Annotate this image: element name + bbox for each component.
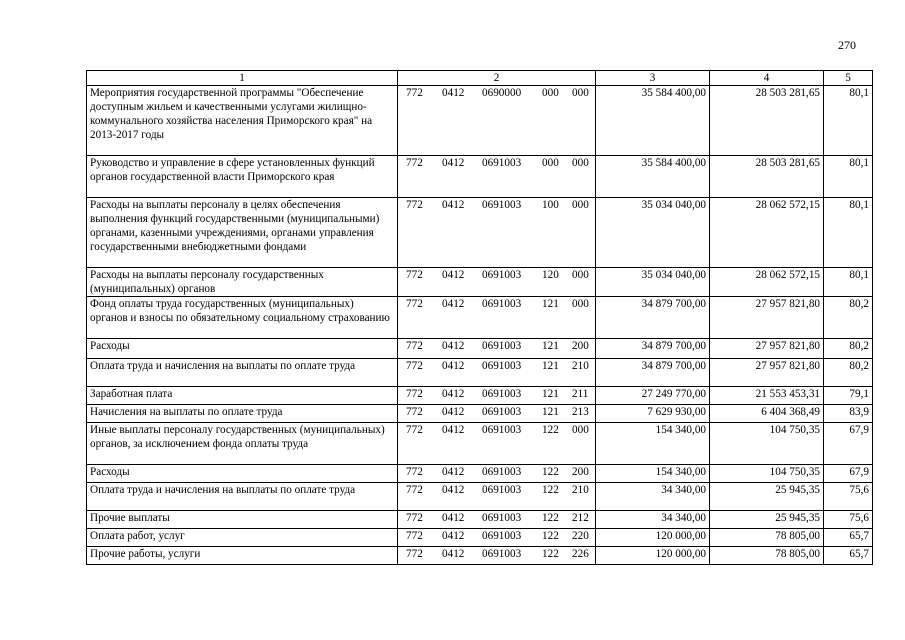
code-type: 122 xyxy=(542,424,559,436)
code-kosgu: 000 xyxy=(572,87,589,99)
code-section: 0412 xyxy=(442,360,465,372)
row-name: Руководство и управление в сфере установленных функций органов государственной власти Приморского края xyxy=(87,156,398,198)
table-row xyxy=(87,387,873,405)
code-section: 0412 xyxy=(442,388,465,400)
code-type: 121 xyxy=(542,298,559,310)
header-col-4: 4 xyxy=(710,71,824,86)
row-codes xyxy=(398,297,596,339)
row-name: Прочие выплаты xyxy=(87,511,398,529)
code-type: 000 xyxy=(542,87,559,99)
row-actual-amount: 28 062 572,15 xyxy=(710,198,824,268)
code-section: 0412 xyxy=(442,530,465,542)
row-actual-amount: 27 957 821,80 xyxy=(710,339,824,359)
row-name: Расходы на выплаты персоналу в целях обеспечения выполнения функций государственными (муниципальными) органами, казенными учреждениями, органами управления государственными внебюджетными фондами xyxy=(87,198,398,268)
code-kosgu: 213 xyxy=(572,406,589,418)
table-row xyxy=(87,156,873,198)
code-ministry: 772 xyxy=(406,424,423,436)
code-type: 120 xyxy=(542,269,559,281)
table-row xyxy=(87,297,873,339)
code-kosgu: 211 xyxy=(572,388,589,400)
code-section: 0412 xyxy=(442,199,465,211)
code-kosgu: 000 xyxy=(572,269,589,281)
row-name: Расходы xyxy=(87,339,398,359)
code-section: 0412 xyxy=(442,424,465,436)
code-ministry: 772 xyxy=(406,388,423,400)
row-plan-amount: 7 629 930,00 xyxy=(596,405,710,423)
code-target: 0691003 xyxy=(482,157,522,169)
table-row xyxy=(87,198,873,268)
code-ministry: 772 xyxy=(406,466,423,478)
code-section: 0412 xyxy=(442,298,465,310)
row-plan-amount: 120 000,00 xyxy=(596,547,710,565)
row-actual-amount: 78 805,00 xyxy=(710,529,824,547)
code-ministry: 772 xyxy=(406,512,423,524)
row-plan-amount: 35 584 400,00 xyxy=(596,156,710,198)
code-target: 0691003 xyxy=(482,406,522,418)
row-percent: 67,9 xyxy=(824,423,873,465)
code-type: 121 xyxy=(542,340,559,352)
code-section: 0412 xyxy=(442,340,465,352)
row-codes xyxy=(398,465,596,483)
row-plan-amount: 154 340,00 xyxy=(596,465,710,483)
code-kosgu: 200 xyxy=(572,466,589,478)
row-plan-amount: 34 879 700,00 xyxy=(596,359,710,387)
row-codes xyxy=(398,547,596,565)
code-type: 122 xyxy=(542,530,559,542)
row-name: Прочие работы, услуги xyxy=(87,547,398,565)
code-target: 0691003 xyxy=(482,484,522,496)
code-target: 0690000 xyxy=(482,87,522,99)
code-section: 0412 xyxy=(442,269,465,281)
header-col-1: 1 xyxy=(87,71,398,86)
table-row xyxy=(87,511,873,529)
row-percent: 83,9 xyxy=(824,405,873,423)
header-col-3: 3 xyxy=(596,71,710,86)
row-codes xyxy=(398,529,596,547)
row-plan-amount: 34 340,00 xyxy=(596,511,710,529)
code-ministry: 772 xyxy=(406,548,423,560)
row-name: Начисления на выплаты по оплате труда xyxy=(87,405,398,423)
code-kosgu: 220 xyxy=(572,530,589,542)
code-section: 0412 xyxy=(442,87,465,99)
table-row xyxy=(87,465,873,483)
code-target: 0691003 xyxy=(482,340,522,352)
row-actual-amount: 78 805,00 xyxy=(710,547,824,565)
row-plan-amount: 34 879 700,00 xyxy=(596,339,710,359)
code-target: 0691003 xyxy=(482,360,522,372)
code-kosgu: 212 xyxy=(572,512,589,524)
header-col-2: 2 xyxy=(398,71,596,86)
row-name: Фонд оплаты труда государственных (муниципальных) органов и взносы по обязательному социальному страхованию xyxy=(87,297,398,339)
table-row xyxy=(87,405,873,423)
row-codes xyxy=(398,268,596,297)
row-percent: 79,1 xyxy=(824,387,873,405)
code-ministry: 772 xyxy=(406,340,423,352)
code-section: 0412 xyxy=(442,484,465,496)
row-percent: 67,9 xyxy=(824,465,873,483)
code-kosgu: 000 xyxy=(572,157,589,169)
row-codes xyxy=(398,511,596,529)
table-row xyxy=(87,86,873,156)
row-name: Расходы на выплаты персоналу государственных (муниципальных) органов xyxy=(87,268,398,297)
row-percent: 80,2 xyxy=(824,359,873,387)
row-plan-amount: 120 000,00 xyxy=(596,529,710,547)
row-actual-amount: 27 957 821,80 xyxy=(710,297,824,339)
code-type: 122 xyxy=(542,512,559,524)
row-plan-amount: 35 034 040,00 xyxy=(596,268,710,297)
code-kosgu: 000 xyxy=(572,199,589,211)
code-target: 0691003 xyxy=(482,388,522,400)
table-row xyxy=(87,339,873,359)
row-plan-amount: 27 249 770,00 xyxy=(596,387,710,405)
code-section: 0412 xyxy=(442,548,465,560)
row-actual-amount: 6 404 368,49 xyxy=(710,405,824,423)
row-percent: 80,1 xyxy=(824,198,873,268)
row-name: Оплата работ, услуг xyxy=(87,529,398,547)
row-name: Иные выплаты персоналу государственных (муниципальных) органов, за исключением фонда оплаты труда xyxy=(87,423,398,465)
code-kosgu: 210 xyxy=(572,360,589,372)
row-plan-amount: 35 034 040,00 xyxy=(596,198,710,268)
code-kosgu: 000 xyxy=(572,424,589,436)
row-name: Оплата труда и начисления на выплаты по оплате труда xyxy=(87,483,398,511)
code-type: 100 xyxy=(542,199,559,211)
code-type: 122 xyxy=(542,466,559,478)
code-ministry: 772 xyxy=(406,87,423,99)
table-row xyxy=(87,268,873,297)
row-codes xyxy=(398,156,596,198)
row-percent: 75,6 xyxy=(824,483,873,511)
row-plan-amount: 34 340,00 xyxy=(596,483,710,511)
code-ministry: 772 xyxy=(406,484,423,496)
table-row xyxy=(87,483,873,511)
row-codes xyxy=(398,423,596,465)
row-percent: 65,7 xyxy=(824,529,873,547)
code-kosgu: 226 xyxy=(572,548,589,560)
code-kosgu: 000 xyxy=(572,298,589,310)
row-percent: 80,1 xyxy=(824,268,873,297)
code-target: 0691003 xyxy=(482,424,522,436)
table-row xyxy=(87,547,873,565)
row-name: Оплата труда и начисления на выплаты по оплате труда xyxy=(87,359,398,387)
code-ministry: 772 xyxy=(406,269,423,281)
row-plan-amount: 154 340,00 xyxy=(596,423,710,465)
code-section: 0412 xyxy=(442,406,465,418)
row-actual-amount: 28 062 572,15 xyxy=(710,268,824,297)
row-actual-amount: 28 503 281,65 xyxy=(710,156,824,198)
code-ministry: 772 xyxy=(406,530,423,542)
row-codes xyxy=(398,387,596,405)
code-section: 0412 xyxy=(442,157,465,169)
code-ministry: 772 xyxy=(406,360,423,372)
code-target: 0691003 xyxy=(482,199,522,211)
code-type: 122 xyxy=(542,548,559,560)
row-codes xyxy=(398,86,596,156)
table-row xyxy=(87,529,873,547)
row-percent: 80,1 xyxy=(824,86,873,156)
code-ministry: 772 xyxy=(406,199,423,211)
row-codes xyxy=(398,359,596,387)
row-codes xyxy=(398,339,596,359)
code-type: 000 xyxy=(542,157,559,169)
row-percent: 75,6 xyxy=(824,511,873,529)
code-section: 0412 xyxy=(442,466,465,478)
row-actual-amount: 104 750,35 xyxy=(710,423,824,465)
table-row xyxy=(87,423,873,465)
code-target: 0691003 xyxy=(482,298,522,310)
code-kosgu: 200 xyxy=(572,340,589,352)
header-col-5: 5 xyxy=(824,71,873,86)
row-plan-amount: 34 879 700,00 xyxy=(596,297,710,339)
code-target: 0691003 xyxy=(482,269,522,281)
row-percent: 80,2 xyxy=(824,297,873,339)
table-row xyxy=(87,359,873,387)
row-codes xyxy=(398,198,596,268)
code-ministry: 772 xyxy=(406,406,423,418)
row-actual-amount: 104 750,35 xyxy=(710,465,824,483)
table-body xyxy=(87,86,873,565)
code-section: 0412 xyxy=(442,512,465,524)
code-type: 121 xyxy=(542,388,559,400)
row-actual-amount: 27 957 821,80 xyxy=(710,359,824,387)
code-target: 0691003 xyxy=(482,530,522,542)
code-target: 0691003 xyxy=(482,466,522,478)
row-actual-amount: 25 945,35 xyxy=(710,511,824,529)
code-type: 122 xyxy=(542,484,559,496)
row-actual-amount: 28 503 281,65 xyxy=(710,86,824,156)
header-row xyxy=(87,71,873,86)
code-ministry: 772 xyxy=(406,157,423,169)
code-kosgu: 210 xyxy=(572,484,589,496)
code-type: 121 xyxy=(542,360,559,372)
row-name: Расходы xyxy=(87,465,398,483)
row-plan-amount: 35 584 400,00 xyxy=(596,86,710,156)
row-percent: 65,7 xyxy=(824,547,873,565)
row-codes xyxy=(398,483,596,511)
row-actual-amount: 25 945,35 xyxy=(710,483,824,511)
code-type: 121 xyxy=(542,406,559,418)
row-codes xyxy=(398,405,596,423)
code-ministry: 772 xyxy=(406,298,423,310)
row-percent: 80,1 xyxy=(824,156,873,198)
row-name: Мероприятия государственной программы "Обеспечение доступным жильем и качественными услугами жилищно-коммунального хозяйства населения Приморского края" на 2013-2017 годы xyxy=(87,86,398,156)
row-name: Заработная плата xyxy=(87,387,398,405)
row-actual-amount: 21 553 453,31 xyxy=(710,387,824,405)
code-target: 0691003 xyxy=(482,512,522,524)
code-target: 0691003 xyxy=(482,548,522,560)
page-number: 270 xyxy=(838,38,856,52)
budget-table xyxy=(86,70,873,565)
row-percent: 80,2 xyxy=(824,339,873,359)
